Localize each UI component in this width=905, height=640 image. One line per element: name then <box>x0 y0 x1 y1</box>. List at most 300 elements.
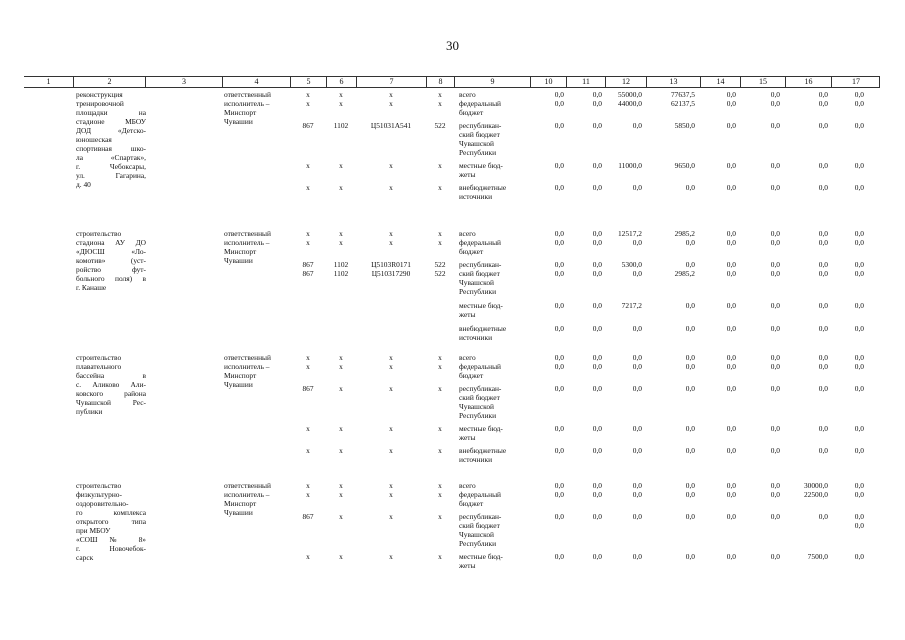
amount-cell: 0,0 <box>592 512 602 521</box>
amount-cell: 0,0 <box>818 512 828 521</box>
header-col-2: 2 <box>73 77 145 87</box>
amount-cell: 77637,5 <box>670 90 695 99</box>
funding-source-line: источники <box>459 192 493 201</box>
budget-code-c8: x <box>438 90 442 99</box>
header-col-12: 12 <box>605 77 646 87</box>
amount-cell: 0,0 <box>685 446 695 455</box>
amount-cell: 0,0 <box>685 238 695 247</box>
amount-cell: 11000,0 <box>618 161 642 170</box>
amount-cell: 0,0 <box>726 446 736 455</box>
amount-cell: 0,0 <box>770 90 780 99</box>
budget-code-c8: x <box>438 229 442 238</box>
amount-cell: 0,0 <box>726 362 736 371</box>
object-name-line: ул. Гагарина, <box>76 171 146 180</box>
object-name-line: площадки на <box>76 108 146 117</box>
amount-cell: 0,0 <box>818 353 828 362</box>
budget-code-c7: x <box>389 99 393 108</box>
amount-cell: 0,0 <box>554 362 564 371</box>
object-name-line: комотив» (уст- <box>76 256 146 265</box>
funding-source-line: всего <box>459 229 476 238</box>
budget-code-c5: x <box>306 362 310 371</box>
amount-cell: 0,0 <box>592 424 602 433</box>
amount-cell: 0,0 <box>726 99 736 108</box>
budget-code-c5: x <box>306 229 310 238</box>
amount-cell: 0,0 <box>554 446 564 455</box>
budget-code-c6: 1102 <box>333 260 349 269</box>
header-col-16: 16 <box>785 77 831 87</box>
amount-cell: 0,0 <box>770 269 780 278</box>
funding-source-line: всего <box>459 353 476 362</box>
amount-cell: 0,0 <box>592 269 602 278</box>
amount-cell: 0,0 <box>632 446 642 455</box>
amount-cell: 0,0 <box>818 238 828 247</box>
amount-cell: 0,0 <box>685 183 695 192</box>
amount-cell: 0,0 <box>685 301 695 310</box>
header-col-4: 4 <box>222 77 290 87</box>
amount-cell: 0,0 <box>685 324 695 333</box>
funding-source-line: Республики <box>459 148 497 157</box>
amount-cell: 0,0 <box>726 481 736 490</box>
amount-cell: 0,0 <box>685 552 695 561</box>
amount-cell: 2985,2 <box>674 269 695 278</box>
funding-source-line: республикан- <box>459 384 502 393</box>
amount-cell: 0,0 <box>818 229 828 238</box>
amount-cell: 0,0 <box>854 229 864 238</box>
amount-cell: 0,0 <box>770 229 780 238</box>
amount-cell: 0,0 <box>854 512 864 521</box>
budget-code-c8: x <box>438 481 442 490</box>
amount-cell: 0,0 <box>685 384 695 393</box>
budget-code-c8: x <box>438 512 442 521</box>
executor-line: Чувашии <box>224 508 253 517</box>
budget-code-c6: x <box>339 238 343 247</box>
executor-line: Минспорт <box>224 499 257 508</box>
header-col-13: 13 <box>646 77 700 87</box>
amount-cell: 9650,0 <box>674 161 695 170</box>
amount-cell: 0,0 <box>592 260 602 269</box>
amount-cell: 0,0 <box>770 362 780 371</box>
amount-cell: 0,0 <box>592 324 602 333</box>
budget-code-c6: x <box>339 424 343 433</box>
amount-cell: 0,0 <box>554 552 564 561</box>
budget-code-c8: x <box>438 384 442 393</box>
funding-source-line: жеты <box>459 561 476 570</box>
header-col-6: 6 <box>326 77 356 87</box>
funding-source-line: всего <box>459 90 476 99</box>
amount-cell: 0,0 <box>818 90 828 99</box>
budget-code-c7: x <box>389 384 393 393</box>
object-name-line: физкультурно- <box>76 490 122 499</box>
budget-code-c6: x <box>339 490 343 499</box>
budget-code-c5: x <box>306 90 310 99</box>
amount-cell: 0,0 <box>818 260 828 269</box>
amount-cell: 0,0 <box>854 384 864 393</box>
executor-line: Чувашии <box>224 256 253 265</box>
budget-code-c5: x <box>306 490 310 499</box>
funding-source-line: Республики <box>459 539 497 548</box>
page-number: 30 <box>446 38 459 53</box>
amount-cell: 0,0 <box>632 362 642 371</box>
object-name-line: при МБОУ <box>76 526 111 535</box>
amount-cell: 0,0 <box>770 353 780 362</box>
object-name-line: строительство <box>76 229 122 238</box>
amount-cell: 0,0 <box>554 183 564 192</box>
amount-cell: 0,0 <box>554 229 564 238</box>
budget-code-c8: x <box>438 552 442 561</box>
amount-cell: 0,0 <box>685 424 695 433</box>
amount-cell: 0,0 <box>592 552 602 561</box>
object-name-line: стадионе МБОУ <box>76 117 146 126</box>
funding-source-line: федеральный <box>459 362 501 371</box>
header-col-3: 3 <box>145 77 222 87</box>
amount-cell: 0,0 <box>632 424 642 433</box>
funding-source-line: Чувашской <box>459 278 495 287</box>
object-name-line: больного поля) в <box>76 274 146 283</box>
budget-code-c6: x <box>339 161 343 170</box>
amount-cell: 0,0 <box>770 238 780 247</box>
funding-source-line: местные бюд- <box>459 161 503 170</box>
header-col-8: 8 <box>426 77 454 87</box>
object-name-line: реконструкция <box>76 90 123 99</box>
budget-code-c5: x <box>306 238 310 247</box>
amount-cell: 0,0 <box>592 446 602 455</box>
budget-code-c7: x <box>389 238 393 247</box>
amount-cell: 0,0 <box>726 90 736 99</box>
amount-cell: 0,0 <box>854 90 864 99</box>
table-header <box>24 76 880 88</box>
amount-cell: 0,0 <box>854 362 864 371</box>
amount-cell: 5850,0 <box>674 121 695 130</box>
object-name-line: плавательного <box>76 362 122 371</box>
object-name-line: бассейна в <box>76 371 146 380</box>
object-name-line: г. Канаше <box>76 283 107 292</box>
funding-source-line: ский бюджет <box>459 130 500 139</box>
budget-code-c8: x <box>438 183 442 192</box>
amount-cell: 0,0 <box>554 490 564 499</box>
funding-source-line: ский бюджет <box>459 393 500 402</box>
amount-cell: 0,0 <box>632 552 642 561</box>
amount-cell: 0,0 <box>818 446 828 455</box>
executor-line: ответственный <box>224 229 271 238</box>
budget-code-c5: x <box>306 353 310 362</box>
budget-code-c8: 522 <box>434 269 446 278</box>
budget-code-c8: x <box>438 353 442 362</box>
amount-cell: 0,0 <box>770 324 780 333</box>
amount-cell: 0,0 <box>592 481 602 490</box>
budget-code-c7: Ц51031А541 <box>370 121 412 130</box>
amount-cell: 0,0 <box>685 490 695 499</box>
object-name-line: спортивная шко- <box>76 144 146 153</box>
amount-cell: 22500,0 <box>803 490 828 499</box>
amount-cell: 0,0 <box>592 121 602 130</box>
amount-cell: 0,0 <box>685 362 695 371</box>
executor-line: исполнитель – <box>224 490 270 499</box>
budget-code-c6: x <box>339 384 343 393</box>
amount-cell: 0,0 <box>818 384 828 393</box>
funding-source-line: местные бюд- <box>459 552 503 561</box>
funding-source-line: республикан- <box>459 121 502 130</box>
funding-source-line: источники <box>459 333 493 342</box>
budget-code-c5: 867 <box>302 121 314 130</box>
amount-cell: 0,0 <box>854 521 864 530</box>
amount-cell: 0,0 <box>854 301 864 310</box>
funding-source-line: всего <box>459 481 476 490</box>
budget-code-c5: 867 <box>302 269 314 278</box>
budget-code-c8: 522 <box>434 260 446 269</box>
funding-source-line: республикан- <box>459 260 502 269</box>
amount-cell: 0,0 <box>726 424 736 433</box>
object-name-line: г. Новочебок- <box>76 544 146 553</box>
funding-source-line: Чувашской <box>459 530 495 539</box>
amount-cell: 0,0 <box>726 301 736 310</box>
amount-cell: 0,0 <box>592 353 602 362</box>
object-name-line: открытого типа <box>76 517 146 526</box>
object-name-line: г. Чебоксары, <box>76 162 146 171</box>
header-col-10: 10 <box>530 77 566 87</box>
amount-cell: 0,0 <box>632 324 642 333</box>
budget-code-c6: x <box>339 353 343 362</box>
amount-cell: 0,0 <box>632 384 642 393</box>
funding-source-line: бюджет <box>459 247 484 256</box>
funding-source-line: Чувашской <box>459 402 495 411</box>
budget-code-c5: 867 <box>302 384 314 393</box>
executor-line: исполнитель – <box>224 362 270 371</box>
amount-cell: 0,0 <box>554 424 564 433</box>
budget-code-c7: x <box>389 552 393 561</box>
amount-cell: 0,0 <box>554 353 564 362</box>
funding-source-line: ский бюджет <box>459 521 500 530</box>
amount-cell: 0,0 <box>854 183 864 192</box>
budget-code-c6: x <box>339 481 343 490</box>
object-name-line: строительство <box>76 481 122 490</box>
funding-source-line: бюджет <box>459 108 484 117</box>
amount-cell: 0,0 <box>726 260 736 269</box>
header-col-7: 7 <box>356 77 426 87</box>
budget-code-c6: x <box>339 90 343 99</box>
budget-code-c8: x <box>438 238 442 247</box>
budget-code-c8: 522 <box>434 121 446 130</box>
object-name-line: ковского района <box>76 389 146 398</box>
amount-cell: 7217,2 <box>621 301 642 310</box>
funding-source-line: местные бюд- <box>459 301 503 310</box>
funding-source-line: жеты <box>459 170 476 179</box>
object-name-line: ДОД «Детско- <box>76 126 146 135</box>
budget-code-c5: x <box>306 481 310 490</box>
amount-cell: 0,0 <box>592 490 602 499</box>
amount-cell: 0,0 <box>726 384 736 393</box>
header-col-15: 15 <box>740 77 785 87</box>
amount-cell: 0,0 <box>854 121 864 130</box>
funding-source-line: бюджет <box>459 371 484 380</box>
amount-cell: 0,0 <box>770 301 780 310</box>
amount-cell: 0,0 <box>770 490 780 499</box>
amount-cell: 0,0 <box>770 512 780 521</box>
object-name-line: Чувашской Рес- <box>76 398 146 407</box>
budget-code-c6: x <box>339 362 343 371</box>
funding-source-line: бюджет <box>459 499 484 508</box>
amount-cell: 0,0 <box>770 384 780 393</box>
amount-cell: 0,0 <box>854 238 864 247</box>
amount-cell: 0,0 <box>770 121 780 130</box>
amount-cell: 0,0 <box>726 490 736 499</box>
amount-cell: 0,0 <box>854 424 864 433</box>
budget-code-c6: x <box>339 183 343 192</box>
budget-code-c8: x <box>438 99 442 108</box>
amount-cell: 0,0 <box>726 121 736 130</box>
amount-cell: 55000,0 <box>617 90 642 99</box>
amount-cell: 0,0 <box>854 99 864 108</box>
amount-cell: 0,0 <box>592 362 602 371</box>
amount-cell: 0,0 <box>854 481 864 490</box>
header-col-14: 14 <box>700 77 740 87</box>
amount-cell: 0,0 <box>854 353 864 362</box>
amount-cell: 0,0 <box>554 301 564 310</box>
amount-cell: 0,0 <box>770 183 780 192</box>
executor-line: исполнитель – <box>224 99 270 108</box>
funding-source-line: местные бюд- <box>459 424 503 433</box>
funding-source-line: источники <box>459 455 493 464</box>
header-col-1: 1 <box>46 77 51 86</box>
amount-cell: 0,0 <box>592 384 602 393</box>
funding-source-line: внебюджетные <box>459 183 507 192</box>
amount-cell: 0,0 <box>770 424 780 433</box>
funding-source-line: федеральный <box>459 490 501 499</box>
header-col-5: 5 <box>290 77 326 87</box>
amount-cell: 7500,0 <box>807 552 828 561</box>
funding-source-line: Чувашской <box>459 139 495 148</box>
amount-cell: 0,0 <box>818 424 828 433</box>
budget-code-c6: x <box>339 99 343 108</box>
executor-line: Минспорт <box>224 247 257 256</box>
budget-code-c6: x <box>339 552 343 561</box>
budget-code-c5: x <box>306 99 310 108</box>
amount-cell: 30000,0 <box>803 481 828 490</box>
amount-cell: 0,0 <box>818 99 828 108</box>
object-name-line: го комплекса <box>76 508 146 517</box>
executor-line: ответственный <box>224 90 271 99</box>
object-name-line: ройство фут- <box>76 265 146 274</box>
header-col-9: 9 <box>454 77 530 87</box>
amount-cell: 0,0 <box>554 99 564 108</box>
amount-cell: 0,0 <box>592 183 602 192</box>
budget-code-c5: x <box>306 446 310 455</box>
funding-source-line: Республики <box>459 411 497 420</box>
object-name-line: д. 40 <box>76 180 91 189</box>
amount-cell: 0,0 <box>854 269 864 278</box>
executor-line: ответственный <box>224 353 271 362</box>
amount-cell: 0,0 <box>632 353 642 362</box>
executor-line: Минспорт <box>224 108 257 117</box>
funding-source-line: федеральный <box>459 99 501 108</box>
budget-code-c7: x <box>389 512 393 521</box>
amount-cell: 0,0 <box>685 260 695 269</box>
funding-source-line: внебюджетные <box>459 446 507 455</box>
executor-line: Чувашии <box>224 117 253 126</box>
amount-cell: 0,0 <box>726 183 736 192</box>
funding-source-line: ский бюджет <box>459 269 500 278</box>
amount-cell: 0,0 <box>818 324 828 333</box>
amount-cell: 0,0 <box>685 512 695 521</box>
amount-cell: 0,0 <box>854 161 864 170</box>
amount-cell: 0,0 <box>818 161 828 170</box>
amount-cell: 0,0 <box>854 552 864 561</box>
funding-source-line: жеты <box>459 433 476 442</box>
amount-cell: 0,0 <box>554 269 564 278</box>
amount-cell: 0,0 <box>632 238 642 247</box>
budget-code-c8: x <box>438 362 442 371</box>
object-name-line: стадиона АУ ДО <box>76 238 146 247</box>
amount-cell: 0,0 <box>726 238 736 247</box>
object-name-line: сарск <box>76 553 94 562</box>
budget-code-c5: x <box>306 424 310 433</box>
amount-cell: 0,0 <box>726 161 736 170</box>
amount-cell: 0,0 <box>632 121 642 130</box>
amount-cell: 0,0 <box>818 183 828 192</box>
amount-cell: 0,0 <box>632 481 642 490</box>
amount-cell: 0,0 <box>770 260 780 269</box>
amount-cell: 0,0 <box>726 229 736 238</box>
budget-code-c5: 867 <box>302 260 314 269</box>
amount-cell: 0,0 <box>554 512 564 521</box>
amount-cell: 0,0 <box>818 121 828 130</box>
amount-cell: 0,0 <box>726 552 736 561</box>
budget-code-c6: 1102 <box>333 121 349 130</box>
budget-code-c7: x <box>389 446 393 455</box>
amount-cell: 0,0 <box>592 161 602 170</box>
amount-cell: 0,0 <box>726 324 736 333</box>
amount-cell: 12517,2 <box>617 229 642 238</box>
funding-source-line: Республики <box>459 287 497 296</box>
amount-cell: 0,0 <box>554 324 564 333</box>
amount-cell: 0,0 <box>632 183 642 192</box>
amount-cell: 0,0 <box>685 353 695 362</box>
amount-cell: 0,0 <box>554 121 564 130</box>
amount-cell: 2985,2 <box>674 229 695 238</box>
budget-code-c5: x <box>306 183 310 192</box>
funding-source-line: жеты <box>459 310 476 319</box>
amount-cell: 0,0 <box>554 161 564 170</box>
amount-cell: 0,0 <box>726 269 736 278</box>
executor-line: ответственный <box>224 481 271 490</box>
amount-cell: 0,0 <box>554 90 564 99</box>
amount-cell: 0,0 <box>854 324 864 333</box>
budget-code-c7: x <box>389 183 393 192</box>
budget-code-c6: x <box>339 512 343 521</box>
amount-cell: 44000,0 <box>617 99 642 108</box>
budget-code-c7: x <box>389 481 393 490</box>
amount-cell: 0,0 <box>770 481 780 490</box>
amount-cell: 0,0 <box>818 362 828 371</box>
executor-line: исполнитель – <box>224 238 270 247</box>
amount-cell: 0,0 <box>818 269 828 278</box>
amount-cell: 0,0 <box>592 238 602 247</box>
budget-code-c5: 867 <box>302 512 314 521</box>
budget-code-c7: x <box>389 161 393 170</box>
amount-cell: 0,0 <box>770 552 780 561</box>
amount-cell: 0,0 <box>854 260 864 269</box>
amount-cell: 0,0 <box>685 481 695 490</box>
amount-cell: 0,0 <box>854 490 864 499</box>
amount-cell: 0,0 <box>818 301 828 310</box>
amount-cell: 62137,5 <box>670 99 695 108</box>
object-name-line: оздоровительно- <box>76 499 129 508</box>
object-name-line: тренировочной <box>76 99 124 108</box>
amount-cell: 0,0 <box>554 260 564 269</box>
budget-code-c8: x <box>438 424 442 433</box>
budget-code-c8: x <box>438 446 442 455</box>
amount-cell: 0,0 <box>592 301 602 310</box>
amount-cell: 0,0 <box>592 99 602 108</box>
